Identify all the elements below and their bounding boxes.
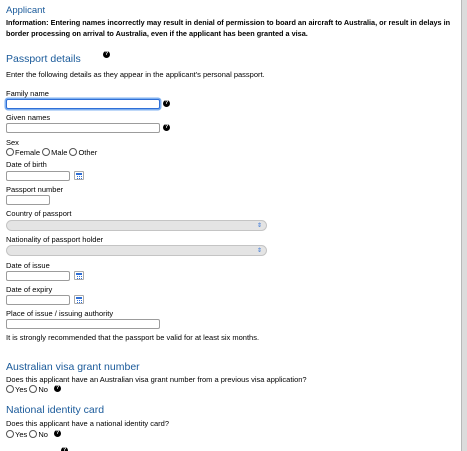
family-name-input[interactable] [6, 99, 160, 109]
nationality-label: Nationality of passport holder [6, 235, 104, 244]
family-name-label: Family name [6, 89, 49, 98]
given-names-input[interactable] [6, 123, 160, 133]
applicant-information-notice: Information: Entering names incorrectly may result in denial of permission to board an aircraft to Australia, or result in delays in border processing on arrival to Australia, even if the applicant has been granted a visa. [6, 18, 451, 38]
applicant-heading: Applicant [6, 5, 46, 16]
radio-button[interactable] [6, 430, 14, 438]
visa-grant-option-yes[interactable]: Yes [6, 385, 27, 394]
help-question-icon[interactable]: ? [104, 51, 109, 57]
help-question-icon[interactable]: ? [55, 430, 60, 436]
national-id-radio-group [6, 430, 48, 439]
sex-option-male[interactable]: Male [42, 148, 67, 157]
visa-grant-number-heading: Australian visa grant number [6, 361, 140, 373]
radio-button[interactable] [6, 385, 14, 393]
passport-intro-text: Enter the following details as they appear in the applicant's personal passport. [6, 70, 265, 79]
radio-button[interactable] [69, 148, 77, 156]
date-of-expiry-input[interactable] [6, 295, 70, 305]
national-id-option-no[interactable]: No [29, 430, 48, 439]
help-question-icon[interactable]: ? [55, 385, 60, 391]
passport-details-heading: Passport details [6, 53, 81, 65]
dropdown-chevron-icon: ⇕ [256, 223, 262, 229]
calendar-icon[interactable] [74, 271, 84, 280]
country-of-passport-select[interactable] [6, 220, 267, 231]
nationality-select[interactable] [6, 245, 267, 256]
national-identity-card-heading: National identity card [6, 404, 105, 416]
visa-grant-option-no[interactable]: No [29, 385, 48, 394]
visa-grant-question: Does this applicant have an Australian visa grant number from a previous visa application? [6, 375, 307, 384]
calendar-icon[interactable] [74, 171, 84, 180]
passport-validity-note: It is strongly recommended that the passport be valid for at least six months. [6, 333, 260, 342]
help-question-icon[interactable]: ? [61, 447, 68, 451]
national-id-option-yes[interactable]: Yes [6, 430, 27, 439]
help-question-icon[interactable]: ? [164, 124, 169, 130]
dropdown-chevron-icon: ⇕ [256, 248, 262, 254]
sex-option-female[interactable]: Female [6, 148, 40, 157]
radio-button[interactable] [6, 148, 14, 156]
visa-grant-radio-group [6, 385, 48, 394]
radio-button[interactable] [42, 148, 50, 156]
date-of-expiry-label: Date of expiry [6, 285, 53, 294]
country-of-passport-label: Country of passport [6, 209, 72, 218]
date-of-birth-input[interactable] [6, 171, 70, 181]
date-of-issue-input[interactable] [6, 271, 70, 281]
date-of-issue-label: Date of issue [6, 261, 50, 270]
passport-number-input[interactable] [6, 195, 50, 205]
sex-label: Sex [6, 138, 19, 147]
sex-option-other[interactable]: Other [69, 148, 97, 157]
given-names-label: Given names [6, 113, 51, 122]
date-of-birth-label: Date of birth [6, 160, 47, 169]
calendar-icon[interactable] [74, 295, 84, 304]
place-of-issue-label: Place of issue / issuing authority [6, 309, 114, 318]
place-of-issue-input[interactable] [6, 319, 160, 329]
national-id-question: Does this applicant have a national identity card? [6, 419, 170, 428]
radio-button[interactable] [29, 430, 37, 438]
passport-number-label: Passport number [6, 185, 64, 194]
sex-radio-group [6, 148, 97, 157]
radio-button[interactable] [29, 385, 37, 393]
help-question-icon[interactable]: ? [164, 100, 169, 106]
